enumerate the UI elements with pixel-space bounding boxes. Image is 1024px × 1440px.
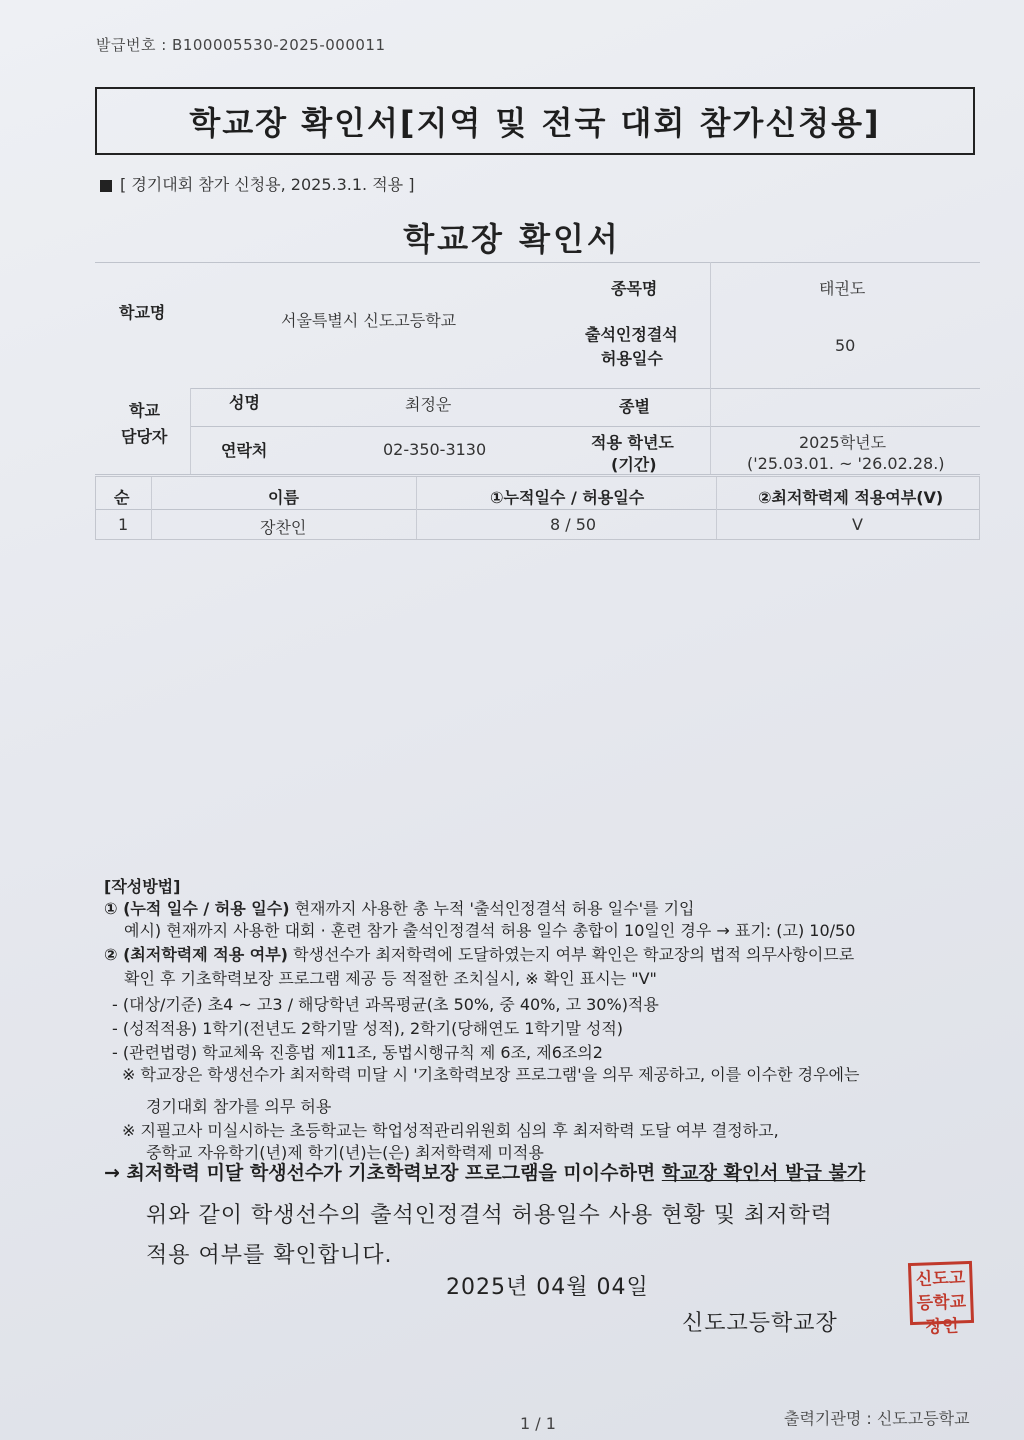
note-principal-2: 경기대회 참가를 의무 허용 [146, 1097, 332, 1116]
bullet-law: - (관련법령) 학교체육 진흥법 제11조, 동법시행규칙 제 6조, 제6조의2 [112, 1043, 603, 1062]
header-no: 순 [114, 488, 130, 507]
issue-date: 2025년 04월 04일 [446, 1275, 649, 1300]
method-item-2-line2: 확인 후 기초학력보장 프로그램 제공 등 적절한 조치실시, ※ 확인 표시는 "V" [124, 969, 657, 988]
row-applied: V [852, 515, 863, 534]
main-title-box [95, 87, 975, 155]
confirm-line-1: 위와 같이 학생선수의 출석인정결석 허용일수 사용 현황 및 최저학력 [146, 1203, 834, 1228]
year-value-2: ('25.03.01. ~ '26.02.28.) [747, 454, 945, 473]
name-label: 성명 [229, 393, 260, 412]
manager-label-1: 학교 [129, 401, 160, 420]
page-number: 1 / 1 [520, 1414, 556, 1433]
method-item-1-example: 예시) 현재까지 사용한 대회 · 훈련 참가 출석인정결석 허용 일수 총합이 10일인 경우 → 표기: (고) 10/50 [124, 921, 856, 940]
category-label: 종별 [619, 397, 650, 416]
student-list-table [95, 476, 980, 540]
attendance-label-2: 허용일수 [601, 349, 663, 368]
warning-line: → 최저학력 미달 학생선수가 기초학력보장 프로그램을 미이수하면 학교장 확인서 발급 불가 [104, 1162, 866, 1184]
note-elementary-2: 중학교 자유학기(년)제 학기(년)는(은) 최저학력제 미적용 [146, 1143, 544, 1162]
contact-label: 연락처 [221, 441, 268, 460]
sport-label: 종목명 [611, 279, 658, 298]
row-days: 8 / 50 [550, 515, 597, 534]
row-no: 1 [118, 515, 129, 534]
info-table [95, 262, 980, 476]
principal-name: 신도고등학교장 [682, 1311, 838, 1336]
sport-value: 태권도 [819, 279, 866, 298]
doc-title: 학교장 확인서 [403, 220, 621, 258]
bullet-target: - (대상/기준) 초4 ~ 고3 / 해당학년 과목평균(초 50%, 중 40%, 고 30%)적용 [112, 995, 659, 1014]
year-label-2: (기간) [611, 455, 657, 474]
issue-number: 발급번호 : B100005530-2025-000011 [96, 36, 386, 54]
sub-header [100, 172, 414, 195]
attendance-label-1: 출석인정결석 [585, 325, 678, 344]
note-principal-1: ※ 학교장은 학생선수가 최저학력 미달 시 '기초학력보장 프로그램'을 의무 제공하고, 이를 이수한 경우에는 [122, 1065, 860, 1084]
issuer: 출력기관명 : 신도고등학교 [784, 1409, 970, 1428]
header-min-academic: ②최저학력제 적용여부(V) [758, 488, 944, 507]
row-name: 장찬인 [260, 518, 307, 537]
method-item-2: ② (최저학력제 적용 여부) 학생선수가 최저학력에 도달하였는지 여부 확인은 학교장의 법적 의무사항이므로 [104, 945, 855, 964]
confirm-line-2: 적용 여부를 확인합니다. [146, 1243, 393, 1268]
school-seal-stamp [908, 1261, 974, 1338]
method-title: [작성방법] [104, 877, 181, 896]
seal-text: 신도고등학교장인 [915, 1268, 967, 1338]
year-label-1: 적용 학년도 [591, 433, 674, 452]
method-item-1: ① (누적 일수 / 허용 일수) 현재까지 사용한 총 누적 '출석인정결석 허용 일수'를 기입 [104, 899, 695, 918]
name-value: 최정운 [405, 395, 452, 414]
header-days: ①누적일수 / 허용일수 [490, 488, 645, 507]
year-value-1: 2025학년도 [799, 433, 887, 452]
main-title: 학교장 확인서[지역 및 전국 대회 참가신청용] [189, 104, 881, 142]
note-elementary-1: ※ 지필고사 미실시하는 초등학교는 학업성적관리위원회 심의 후 최저학력 도달 여부 결정하고, [122, 1121, 779, 1140]
sub-header-text: [ 경기대회 참가 신청용, 2025.3.1. 적용 ] [120, 175, 415, 194]
manager-label-2: 담당자 [121, 427, 168, 446]
bullet-grade: - (성적적용) 1학기(전년도 2학기말 성적), 2학기(당해연도 1학기말 성적) [112, 1019, 624, 1038]
header-name: 이름 [268, 488, 299, 507]
attendance-value: 50 [835, 336, 856, 355]
school-value: 서울특별시 신도고등학교 [281, 311, 457, 330]
square-bullet-icon [100, 180, 112, 192]
contact-value: 02-350-3130 [383, 440, 487, 459]
school-label: 학교명 [119, 303, 166, 322]
